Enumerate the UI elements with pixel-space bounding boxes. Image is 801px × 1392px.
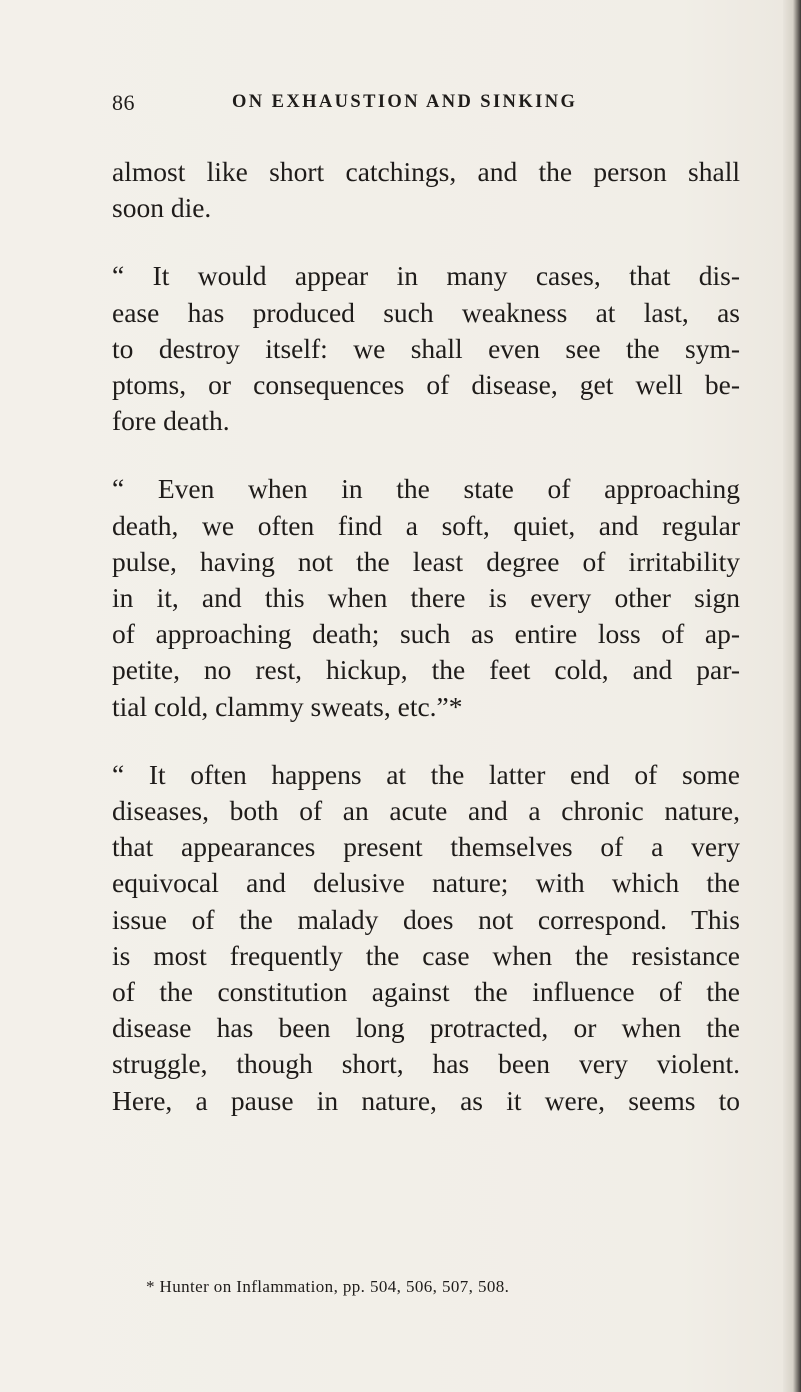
text-line: in it, and this when there is every other sign — [112, 582, 740, 614]
text-line: that appearances present themselves of a very — [112, 831, 740, 863]
text-line: ptoms, or consequences of disease, get well be- — [112, 369, 740, 401]
text-line: Here, a pause in nature, as it were, seems to — [112, 1084, 740, 1116]
text-line: soon die. — [112, 192, 212, 224]
text-line: is most frequently the case when the resistance — [112, 939, 740, 971]
body-text — [112, 154, 740, 1119]
text-line: petite, no rest, hickup, the feet cold, and par- — [112, 654, 740, 686]
running-head: ON EXHAUSTION AND SINKING — [232, 92, 578, 112]
text-line: fore death. — [112, 405, 230, 437]
text-line: equivocal and delusive nature; with which the — [112, 867, 740, 899]
text-line: “ It often happens at the latter end of some — [112, 758, 740, 790]
text-line: struggle, though short, has been very violent. — [112, 1048, 740, 1080]
text-line: diseases, both of an acute and a chronic nature, — [112, 795, 740, 827]
paragraph — [112, 154, 740, 226]
paragraph — [112, 471, 740, 724]
text-line: disease has been long protracted, or when the — [112, 1012, 740, 1044]
text-line: almost like short catchings, and the person shall — [112, 156, 740, 187]
paragraph — [112, 757, 740, 1119]
text-line: “ Even when in the state of approaching — [112, 473, 740, 505]
text-line: “ It would appear in many cases, that dis- — [112, 260, 740, 292]
text-line: to destroy itself: we shall even see the sym- — [112, 332, 740, 364]
text-line: issue of the malady does not correspond. This — [112, 903, 740, 935]
page-header — [112, 90, 672, 120]
text-line: ease has produced such weakness at last, as — [112, 296, 740, 328]
book-spine-edge — [783, 0, 801, 1392]
text-line: of the constitution against the influence of the — [112, 976, 740, 1008]
paragraph — [112, 258, 740, 439]
text-line: pulse, having not the least degree of irritability — [112, 545, 740, 577]
text-line: of approaching death; such as entire loss of ap- — [112, 618, 740, 650]
text-line: tial cold, clammy sweats, etc.”* — [112, 690, 463, 722]
footnote: * Hunter on Inflammation, pp. 504, 506, 507, 508. — [146, 1277, 510, 1296]
text-line: death, we often find a soft, quiet, and regular — [112, 509, 740, 541]
page-number: 86 — [112, 90, 135, 115]
